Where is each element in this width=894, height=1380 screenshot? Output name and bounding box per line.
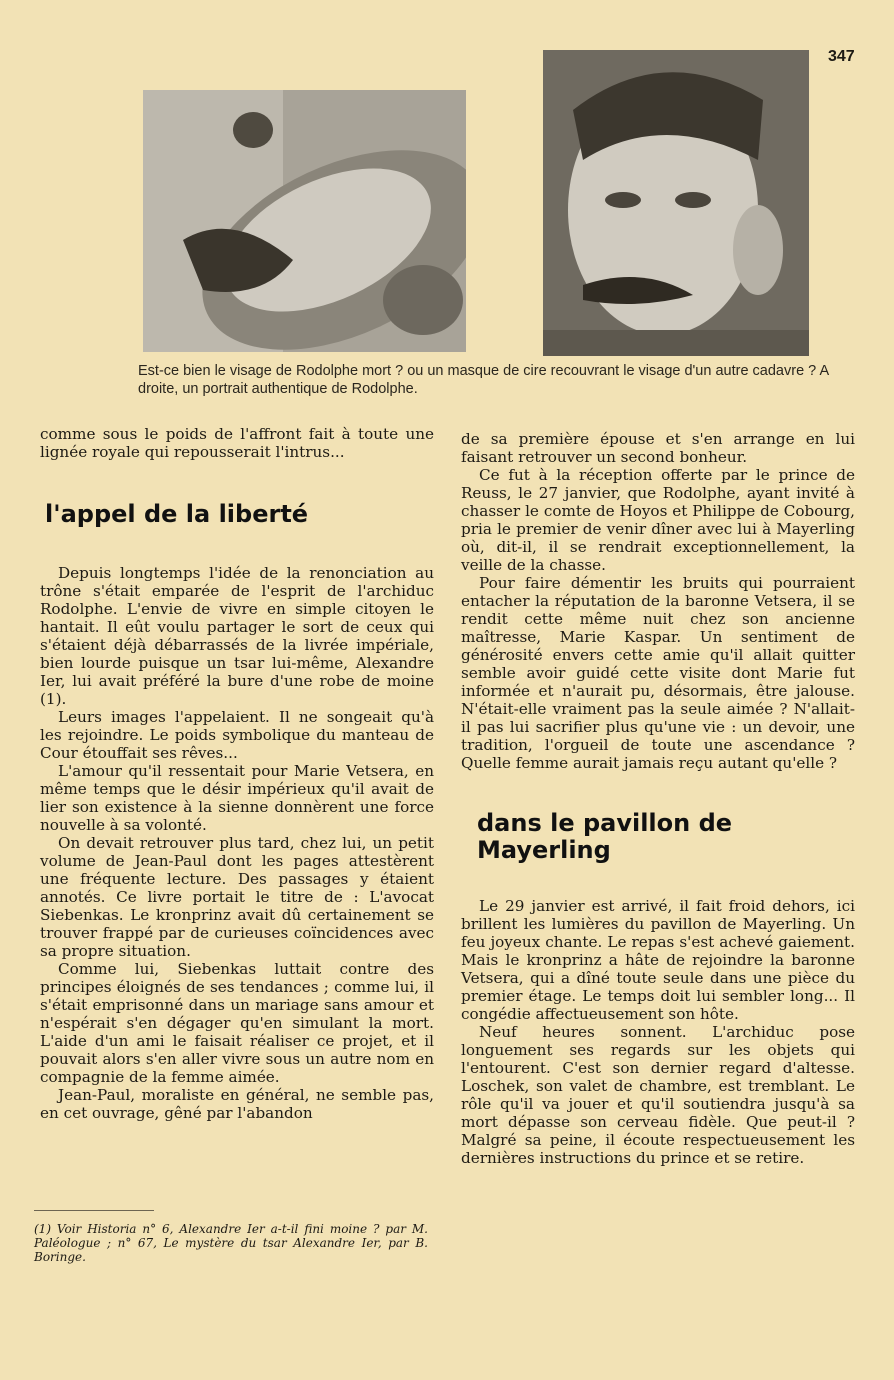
photo-death-face	[143, 90, 466, 352]
section-heading-mayerling: dans le pavillon de Mayerling	[477, 809, 733, 864]
paragraph: On devait retrouver plus tard, chez lui, un petit volume de Jean-Paul dont les pages attestèrent une fréquente lecture. Des passages y étaient annotés. Ce livre portait le titre de : L'avocat Siebenkas. Le kronprinz avait dû certainement se trouver frappé par de curieuses coïncidences avec sa propre situation.	[40, 834, 434, 960]
paragraph: Comme lui, Siebenkas luttait contre des principes éloignés de ses tendances ; comme lui, il s'était emprisonné dans un mariage sans amour et n'espérait s'en dégager qu'en simulant la mort. L'aide d'un ami le faisait réaliser ce projet, et il pouvait alors s'en aller vivre sous un autre nom en compagnie de la femme aimée.	[40, 960, 434, 1086]
paragraph: Neuf heures sonnent. L'archiduc pose longuement ses regards sur les objets qui l'entourent. C'est son dernier regard d'altesse. Loschek, son valet de chambre, est tremblant. Le rôle qu'il va jouer et qu'il soutiendra jusqu'à sa mort dépasse son cerveau fidèle. Que peut-il ? Malgré sa peine, il écoute respectueusement les dernières instructions du prince et se retire.	[461, 1023, 855, 1167]
photo-portrait-icon	[543, 50, 809, 356]
footnote: (1) Voir Historia n° 6, Alexandre Ier a-t-il fini moine ? par M. Paléologue ; n° 67, Le mystère du tsar Alexandre Ier, par B. Boringe.	[34, 1222, 428, 1264]
paragraph: L'amour qu'il ressentait pour Marie Vetsera, en même temps que le désir impérieux qu'il avait de lier son existence à la sienne donnèrent une force nouvelle à sa volonté.	[40, 762, 434, 834]
page-number: 347	[828, 48, 855, 65]
left-column	[40, 425, 434, 1122]
paragraph: Leurs images l'appelaient. Il ne songeait qu'à les rejoindre. Le poids symbolique du manteau de Cour étouffait ses rêves...	[40, 708, 434, 762]
paragraph: Depuis longtemps l'idée de la renonciation au trône s'était emparée de l'esprit de l'archiduc Rodolphe. L'envie de vivre en simple citoyen le hantait. Il eût voulu partager le sort de ceux qui s'étaient déjà débarrassés de la livrée impériale, bien lourde puisque un tsar lui-même, Alexandre Ier, lui avait préféré la bure d'une robe de moine (1).	[40, 564, 434, 708]
paragraph: Le 29 janvier est arrivé, il fait froid dehors, ici brillent les lumières du pavillon de Mayerling. Un feu joyeux chante. Le repas s'est achevé gaiement. Mais le kronprinz a hâte de rejoindre la baronne Vetsera, qui a dîné toute seule dans une pièce du premier étage. Le temps doit lui sembler long... Il congédie affectueusement son hôte.	[461, 897, 855, 1023]
footnote-divider	[34, 1210, 154, 1211]
right-column	[461, 430, 855, 1167]
left-intro-paragraph: comme sous le poids de l'affront fait à toute une lignée royale qui repousserait l'intrus...	[40, 425, 434, 461]
section-heading-liberte: l'appel de la liberté	[45, 500, 309, 528]
photo-portrait	[543, 50, 809, 356]
paragraph: Pour faire démentir les bruits qui pourraient entacher la réputation de la baronne Vetsera, il se rendit cette même nuit chez son ancienne maîtresse, Marie Kaspar. Un sentiment de générosité envers cette amie qu'il allait quitter semble avoir guidé cette visite dont Marie fut informée et n'aurait pu, désormais, être jalouse. N'était-elle vraiment pas la seule aimée ? N'allait-il pas lui sacrifier plus qu'une vie : un devoir, une tradition, l'orgueil de toute une ascendance ? Quelle femme aurait jamais reçu autant qu'elle ?	[461, 574, 855, 772]
paragraph: Jean-Paul, moraliste en général, ne semble pas, en cet ouvrage, gêné par l'abandon	[40, 1086, 434, 1122]
paragraph: Ce fut à la réception offerte par le prince de Reuss, le 27 janvier, que Rodolphe, ayant invité à chasser le comte de Hoyos et Philippe de Cobourg, pria le premier de venir dîner avec lui à Mayerling où, dit-il, il se rendrait exceptionnellement, la veille de la chasse.	[461, 466, 855, 574]
paragraph: de sa première épouse et s'en arrange en lui faisant retrouver un second bonheur.	[461, 430, 855, 466]
photo-caption: Est-ce bien le visage de Rodolphe mort ? ou un masque de cire recouvrant le visage d'un autre cadavre ? A droite, un portrait authentique de Rodolphe.	[138, 363, 829, 397]
photo-death-face-icon	[143, 90, 466, 352]
